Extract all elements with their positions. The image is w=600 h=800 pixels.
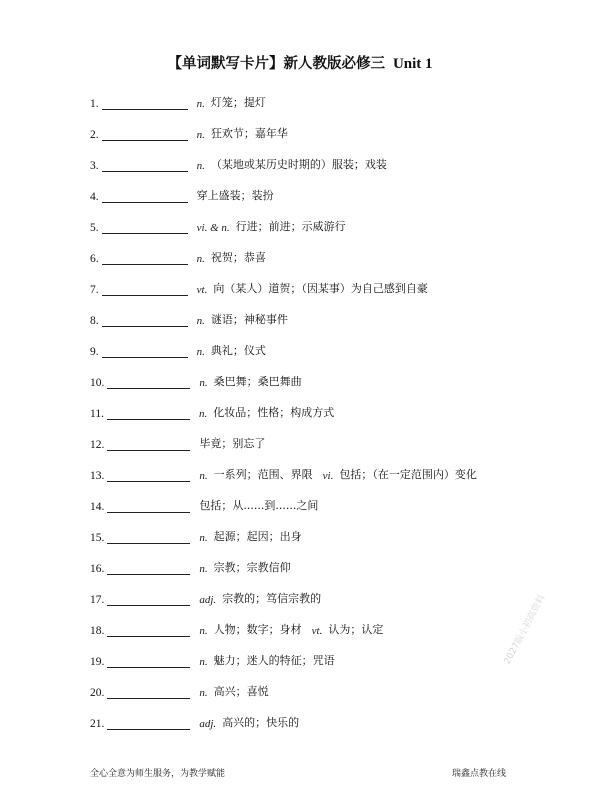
part-of-speech: n. <box>196 253 205 265</box>
item-number: 18. <box>90 625 105 637</box>
part-of-speech: n. <box>196 129 205 141</box>
item-number: 3. <box>90 160 99 172</box>
answer-blank[interactable] <box>102 314 188 327</box>
part-of-speech: vt. <box>311 625 323 637</box>
list-item <box>90 121 298 141</box>
list-item <box>90 493 328 513</box>
list-item <box>90 152 397 172</box>
answer-blank[interactable] <box>102 190 188 203</box>
answer-blank[interactable] <box>107 624 190 637</box>
list-item <box>90 276 438 296</box>
title-text: 【单词默写卡片】新人教版必修三 <box>167 56 385 72</box>
part-of-speech: vi. <box>322 470 334 482</box>
answer-blank[interactable] <box>102 159 188 172</box>
item-number: 10. <box>90 377 105 389</box>
meaning-text: 高兴；喜悦 <box>213 685 269 698</box>
meaning-text: 高兴的；快乐的 <box>222 716 300 729</box>
list-item <box>90 183 284 203</box>
item-number: 12. <box>90 439 105 451</box>
meaning-text: 灯笼；提灯 <box>210 96 266 109</box>
meaning-text: 行进；前进；示威游行 <box>235 220 346 233</box>
part-of-speech: vt. <box>196 284 208 296</box>
part-of-speech: n. <box>199 563 208 575</box>
answer-blank[interactable] <box>107 438 190 451</box>
meaning-text: （某地或某历史时期的）服装；戏装 <box>210 158 387 171</box>
item-number: 8. <box>90 315 99 327</box>
meaning-text: 起源；起因；出身 <box>213 530 302 543</box>
part-of-speech: n. <box>196 160 205 172</box>
meaning-text: 认为；认定 <box>328 623 384 636</box>
list-item <box>90 338 276 358</box>
meaning-text: 魅力；迷人的特征；咒语 <box>213 654 335 667</box>
item-number: 1. <box>90 98 99 110</box>
item-number: 20. <box>90 687 105 699</box>
part-of-speech: n. <box>196 315 205 327</box>
list-item <box>90 400 344 420</box>
footer-brand: 瑞鑫点教在线 <box>452 769 507 779</box>
list-item <box>90 524 312 544</box>
part-of-speech: vi. & n. <box>196 222 230 234</box>
item-number: 2. <box>90 129 99 141</box>
answer-blank[interactable] <box>107 655 190 668</box>
answer-blank[interactable] <box>102 221 188 234</box>
answer-blank[interactable] <box>102 128 188 141</box>
answer-blank[interactable] <box>102 252 188 265</box>
meaning-text: 一系列；范围、界限 <box>213 468 313 481</box>
item-number: 15. <box>90 532 105 544</box>
meaning-text: 谜语；神秘事件 <box>210 313 288 326</box>
item-number: 17. <box>90 594 105 606</box>
answer-blank[interactable] <box>107 593 190 606</box>
list-item <box>90 617 393 637</box>
item-number: 16. <box>90 563 105 575</box>
meaning-text: 化妆品；性格；构成方式 <box>213 406 335 419</box>
answer-blank[interactable] <box>107 562 190 575</box>
answer-blank[interactable] <box>107 376 190 389</box>
list-item <box>90 307 298 327</box>
list-item <box>90 710 309 730</box>
item-number: 7. <box>90 284 99 296</box>
part-of-speech: n. <box>199 470 208 482</box>
list-item <box>90 369 312 389</box>
item-number: 4. <box>90 191 99 203</box>
footer-slogan: 全心全意为师生服务，为教学赋能 <box>90 769 226 779</box>
meaning-text: 桑巴舞；桑巴舞曲 <box>213 375 302 388</box>
list-item <box>90 214 356 234</box>
part-of-speech: n. <box>199 656 208 668</box>
list-item <box>90 648 345 668</box>
answer-blank[interactable] <box>107 686 190 699</box>
meaning-text: 毕竟；别忘了 <box>199 437 266 450</box>
item-number: 13. <box>90 470 105 482</box>
list-item <box>90 679 279 699</box>
answer-blank[interactable] <box>107 500 190 513</box>
answer-blank[interactable] <box>102 97 188 110</box>
part-of-speech: n. <box>199 532 208 544</box>
part-of-speech: n. <box>199 687 208 699</box>
item-number: 11. <box>90 408 104 420</box>
part-of-speech: n. <box>199 625 208 637</box>
item-number: 21. <box>90 718 105 730</box>
list-item <box>90 586 331 606</box>
list-item <box>90 555 301 575</box>
unit-label: Unit 1 <box>392 56 433 72</box>
meaning-text: 包括；（在一定范围内）变化 <box>339 468 477 481</box>
part-of-speech: n. <box>199 377 208 389</box>
meaning-text: 宗教的；笃信宗教的 <box>222 592 322 605</box>
answer-blank[interactable] <box>107 531 190 544</box>
answer-blank[interactable] <box>107 717 190 730</box>
meaning-text: 向（某人）道贺；（因某事）为自己感到自豪 <box>213 282 428 295</box>
answer-blank[interactable] <box>107 469 190 482</box>
meaning-text: 宗教；宗教信仰 <box>213 561 291 574</box>
part-of-speech: n. <box>196 346 205 358</box>
list-item <box>90 245 276 265</box>
answer-blank[interactable] <box>102 283 188 296</box>
meaning-text: 典礼；仪式 <box>210 344 266 357</box>
part-of-speech: adj. <box>199 718 217 730</box>
item-number: 5. <box>90 222 99 234</box>
answer-blank[interactable] <box>102 345 188 358</box>
part-of-speech: adj. <box>199 594 217 606</box>
item-number: 19. <box>90 656 105 668</box>
meaning-text: 穿上盛装；装扮 <box>196 189 274 202</box>
list-item <box>90 431 275 451</box>
part-of-speech: n. <box>196 98 205 110</box>
meaning-text: 人物；数字；身材 <box>213 623 302 636</box>
meaning-text: 包括；从......到......之间 <box>199 499 319 512</box>
watermark: 2027版小初高资料 <box>502 593 548 667</box>
meaning-text: 祝贺；恭喜 <box>210 251 266 264</box>
part-of-speech: n. <box>198 408 208 420</box>
answer-blank[interactable] <box>107 407 190 420</box>
list-item <box>90 90 276 110</box>
item-number: 14. <box>90 501 105 513</box>
meaning-text: 狂欢节；嘉年华 <box>210 127 288 140</box>
list-item <box>90 462 487 482</box>
item-number: 6. <box>90 253 99 265</box>
item-number: 9. <box>90 346 99 358</box>
